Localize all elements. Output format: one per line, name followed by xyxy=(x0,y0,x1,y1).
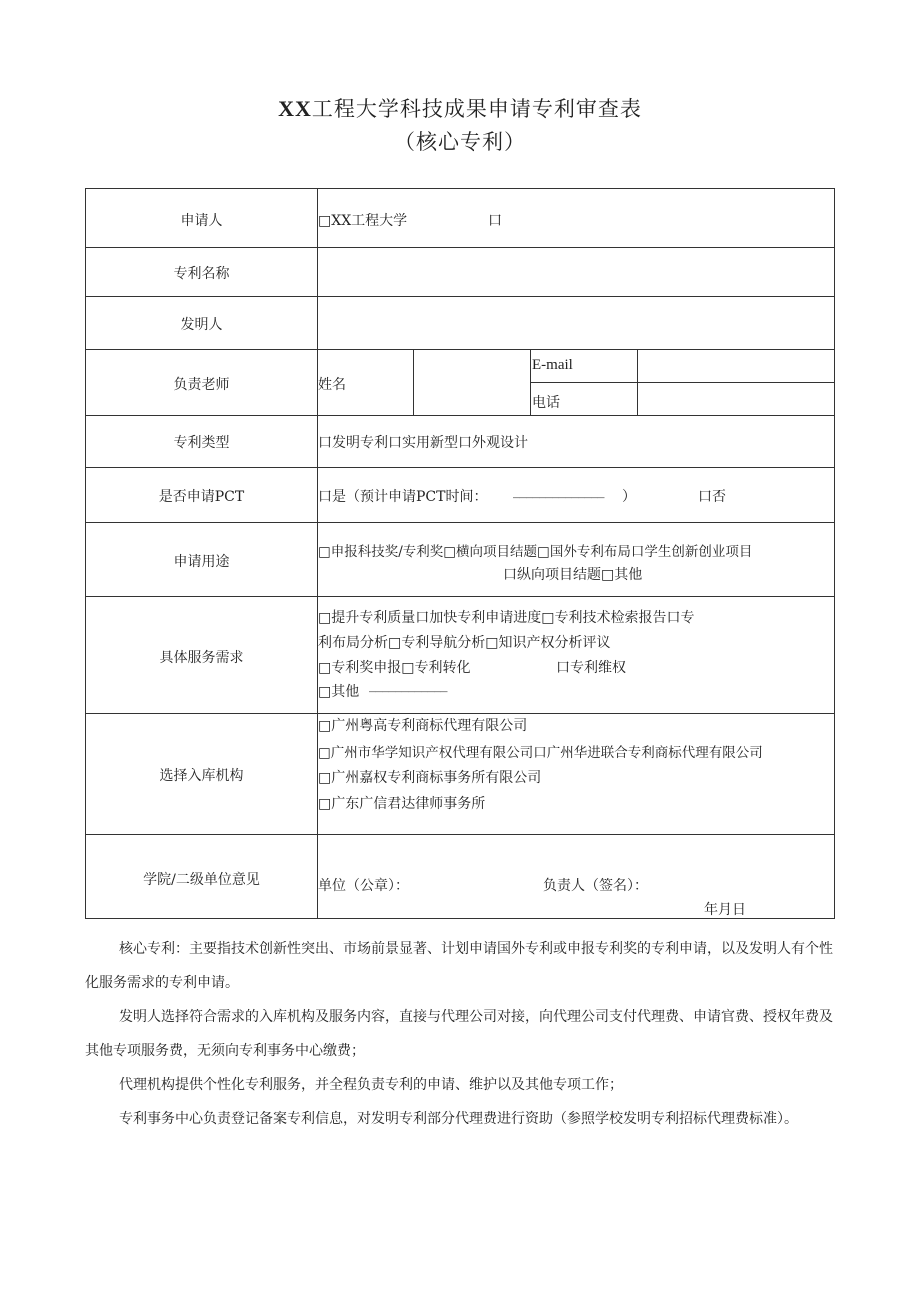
row-line xyxy=(86,296,834,297)
note-paragraph: 核心专利：主要指技术创新性突出、市场前景显著、计划申请国外专利或申报专利奖的专利申请，以及发明人有个性化服务需求的专利申请。 xyxy=(85,941,833,991)
teacher-email-label: E-mail xyxy=(532,357,573,373)
service-option-protection[interactable]: 口专利维权 xyxy=(556,660,626,676)
service-options-line1[interactable]: □提升专利质量口加快专利申请进度□专利技术检索报告口专 xyxy=(318,610,695,626)
title-prefix: XX xyxy=(278,96,312,121)
teacher-divider xyxy=(413,349,414,415)
opinion-date[interactable]: 年月日 xyxy=(704,902,746,918)
pct-label: 是否申请PCT xyxy=(158,489,245,505)
service-options-line3[interactable]: □专利奖申报□专利转化 xyxy=(318,660,471,676)
agency-item[interactable]: □广州粤高专利商标代理有限公司 xyxy=(318,718,528,734)
pct-no-option[interactable]: 口否 xyxy=(698,489,726,505)
note-paragraph: 代理机构提供个性化专利服务，并全程负责专利的申请、维护以及其他专项工作； xyxy=(119,1077,623,1093)
opinion-person-signature[interactable]: 负责人（签名）： xyxy=(543,878,648,894)
agency-label: 选择入库机构 xyxy=(159,768,244,784)
row-line xyxy=(86,415,834,416)
patent-name-label: 专利名称 xyxy=(173,266,230,282)
pct-close-paren: ） xyxy=(622,489,636,505)
service-option-other[interactable]: □其他 xyxy=(318,684,360,700)
purpose-options-line1[interactable]: □申报科技奖/专利奖□横向项目结题□国外专利布局口学生创新创业项目 xyxy=(318,544,753,560)
row-line xyxy=(86,522,834,523)
note-paragraph: 发明人选择符合需求的入库机构及服务内容，直接与代理公司对接，向代理公司支付代理费、申请官费、授权年费及其他专项服务费，无须向专利事务中心缴费； xyxy=(85,1009,833,1059)
notes-section xyxy=(85,932,835,1136)
service-label: 具体服务需求 xyxy=(159,650,244,666)
row-line xyxy=(86,349,834,350)
teacher-label: 负责老师 xyxy=(173,377,230,393)
teacher-subline xyxy=(530,382,834,383)
agency-item[interactable]: □广州市华学知识产权代理有限公司口广州华进联合专利商标代理有限公司 xyxy=(318,745,763,761)
opinion-unit-seal[interactable]: 单位（公章）： xyxy=(318,878,409,894)
row-line xyxy=(86,467,834,468)
title-main: 工程大学科技成果申请专利审查表 xyxy=(311,97,642,121)
applicant-label: 申请人 xyxy=(180,213,223,229)
patent-type-label: 专利类型 xyxy=(173,435,230,451)
row-line xyxy=(86,834,834,835)
applicant-option-university[interactable]: □XX工程大学 xyxy=(318,213,408,229)
pct-time-blank[interactable]: ______________ xyxy=(513,483,604,499)
purpose-options-line2[interactable]: 口纵向项目结题□其他 xyxy=(503,567,643,583)
row-line xyxy=(86,596,834,597)
row-line xyxy=(86,247,834,248)
agency-item[interactable]: □广东广信君达律师事务所 xyxy=(318,796,486,812)
service-options-line2[interactable]: 利布局分析□专利导航分析□知识产权分析评议 xyxy=(318,635,611,651)
agency-item[interactable]: □广州嘉权专利商标事务所有限公司 xyxy=(318,770,542,786)
applicant-option-other[interactable]: 口 xyxy=(488,213,502,229)
review-form-table xyxy=(85,188,835,919)
note-paragraph: 专利事务中心负责登记备案专利信息，对发明专利部分代理费进行资助（参照学校发明专利招标代理费标准）。 xyxy=(119,1111,798,1127)
opinion-label: 学院/二级单位意见 xyxy=(143,872,260,888)
pct-yes-option[interactable]: 口是（预计申请PCT时间： xyxy=(318,489,488,505)
page-title xyxy=(0,93,920,123)
row-line xyxy=(86,713,834,714)
page-subtitle: （核心专利） xyxy=(394,130,526,154)
teacher-name-label: 姓名 xyxy=(318,377,346,393)
service-other-blank[interactable]: ____________ xyxy=(369,677,447,693)
purpose-label: 申请用途 xyxy=(173,554,230,570)
teacher-phone-label: 电话 xyxy=(532,395,560,411)
patent-type-options[interactable]: 口发明专利口实用新型口外观设计 xyxy=(318,435,528,451)
inventor-label: 发明人 xyxy=(180,317,223,333)
